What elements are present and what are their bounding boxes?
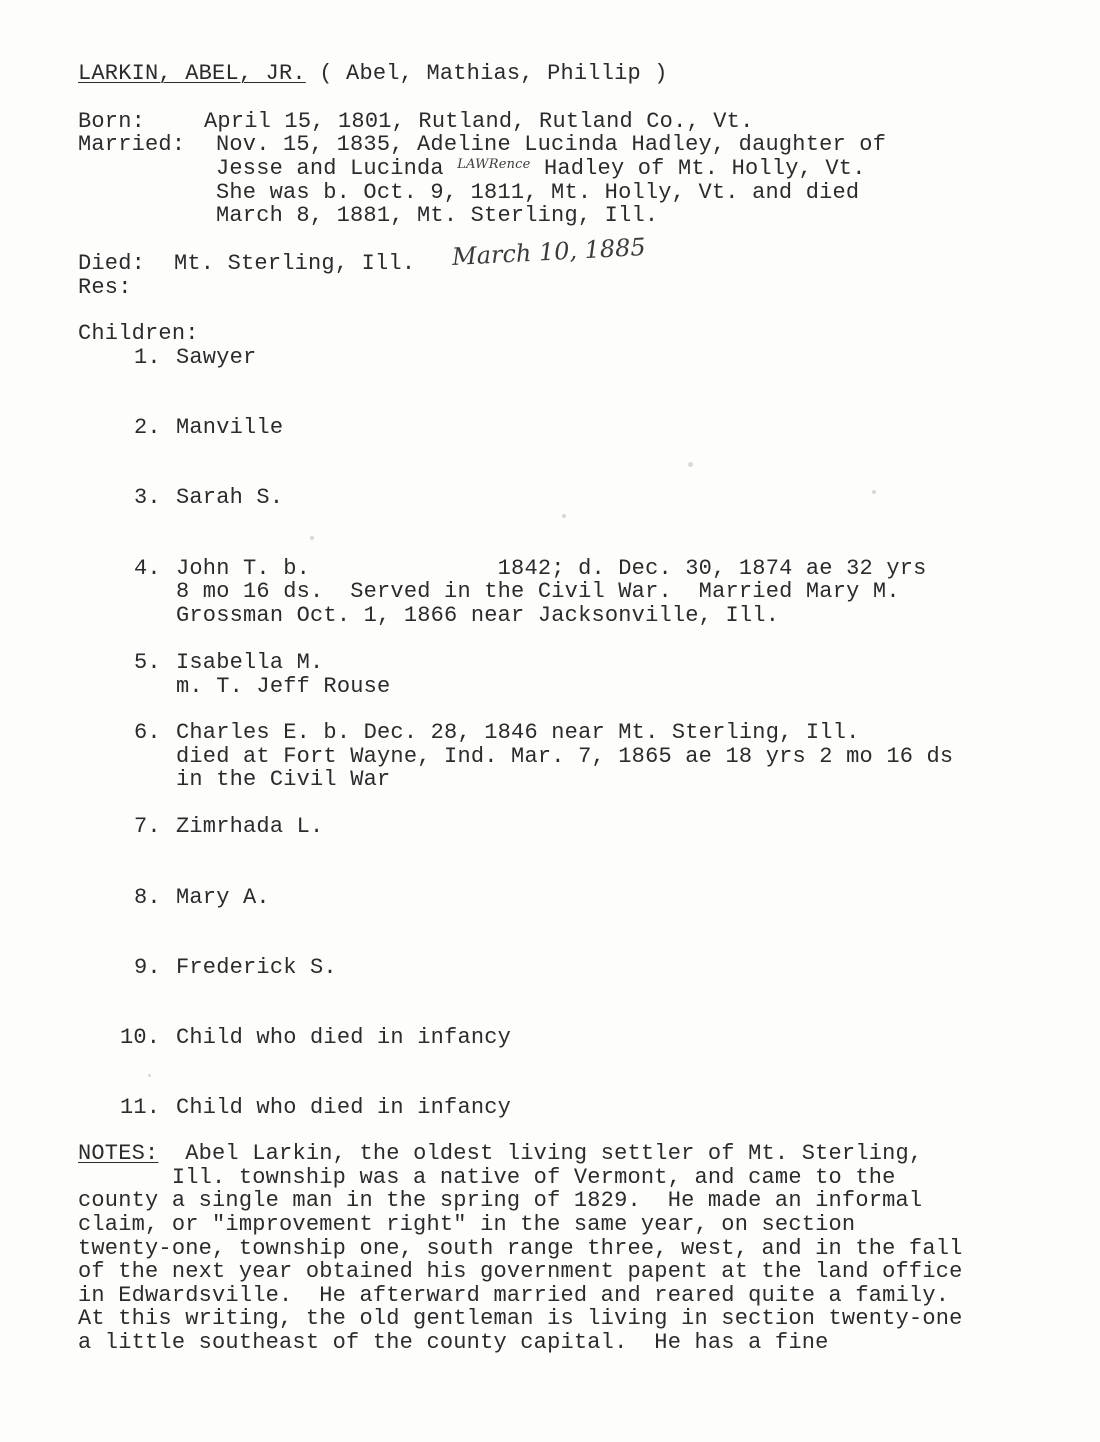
- child-line: Sawyer: [176, 345, 257, 370]
- notes-text: Ill. township was a native of Vermont, and came to the: [78, 1165, 896, 1190]
- child-number: 2.: [134, 415, 161, 440]
- child-line: 8 mo 16 ds. Served in the Civil War. Married Mary M.: [176, 579, 900, 604]
- married-line-2b: Hadley of Mt. Holly, Vt.: [530, 156, 866, 181]
- child-number: 11.: [120, 1095, 161, 1120]
- born-label: Born:: [78, 109, 146, 134]
- notes-text: At this writing, the old gentleman is living in section twenty-one: [78, 1306, 963, 1331]
- res-label: Res:: [78, 275, 132, 300]
- notes-first-line: [78, 1142, 922, 1166]
- child-line: Charles E. b. Dec. 28, 1846 near Mt. Sterling, Ill.: [176, 720, 860, 745]
- death-date-annotation: March 10, 1885: [451, 232, 647, 272]
- born-value: April 15, 1801, Rutland, Rutland Co., Vt.: [204, 109, 754, 134]
- died-value: Mt. Sterling, Ill.: [174, 251, 416, 276]
- paper-speck: [562, 514, 566, 518]
- notes-text: county a single man in the spring of 1829. He made an informal: [78, 1188, 923, 1213]
- notes-text: in Edwardsville. He afterward married and reared quite a family.: [78, 1283, 950, 1308]
- subject-name: LARKIN, ABEL, JR.: [78, 61, 306, 86]
- died-label: Died:: [78, 251, 146, 276]
- maiden-name-annotation: LAWRence: [457, 157, 531, 172]
- child-line: Sarah S.: [176, 485, 284, 510]
- child-number: 4.: [134, 556, 161, 581]
- notes-text: a little southeast of the county capital. He has a fine: [78, 1330, 829, 1355]
- married-line-2a: Jesse and Lucinda: [216, 156, 458, 181]
- header-line: [78, 62, 668, 86]
- paper-speck: [310, 536, 314, 540]
- child-number: 6.: [134, 720, 161, 745]
- notes-label: NOTES:: [78, 1141, 159, 1166]
- child-line: Zimrhada L.: [176, 814, 324, 839]
- notes-text: Abel Larkin, the oldest living settler of Mt. Sterling,: [158, 1141, 923, 1166]
- child-number: 3.: [134, 485, 161, 510]
- paper-speck: [148, 1074, 151, 1077]
- child-number: 8.: [134, 885, 161, 910]
- married-line-1: Nov. 15, 1835, Adeline Lucinda Hadley, daughter of: [216, 132, 887, 157]
- child-line: Grossman Oct. 1, 1866 near Jacksonville, Ill.: [176, 603, 780, 628]
- child-line: in the Civil War: [176, 767, 391, 792]
- child-number: 10.: [120, 1025, 161, 1050]
- child-number: 7.: [134, 814, 161, 839]
- child-number: 5.: [134, 650, 161, 675]
- child-line: Isabella M.: [176, 650, 324, 675]
- child-number: 9.: [134, 955, 161, 980]
- child-line: Frederick S.: [176, 955, 337, 980]
- paper-speck: [688, 462, 693, 467]
- child-line: died at Fort Wayne, Ind. Mar. 7, 1865 ae 18 yrs 2 mo 16 ds: [176, 744, 954, 769]
- paper-speck: [872, 490, 876, 494]
- notes-text: of the next year obtained his government papent at the land office: [78, 1259, 963, 1284]
- married-line-4: March 8, 1881, Mt. Sterling, Ill.: [216, 203, 659, 228]
- child-line: Child who died in infancy: [176, 1095, 512, 1120]
- married-line-3: She was b. Oct. 9, 1811, Mt. Holly, Vt. and died: [216, 180, 860, 205]
- child-line: Mary A.: [176, 885, 270, 910]
- child-line: m. T. Jeff Rouse: [176, 674, 391, 699]
- child-number: 1.: [134, 345, 161, 370]
- married-label: Married:: [78, 132, 186, 157]
- ancestry: ( Abel, Mathias, Phillip ): [305, 61, 668, 86]
- notes-text: claim, or "improvement right" in the same year, on section: [78, 1212, 856, 1237]
- notes-text: twenty-one, township one, south range three, west, and in the fall: [78, 1236, 963, 1261]
- children-label: Children:: [78, 321, 199, 346]
- child-line: John T. b. 1842; d. Dec. 30, 1874 ae 32 yrs: [176, 556, 927, 581]
- child-line: Manville: [176, 415, 284, 440]
- child-line: Child who died in infancy: [176, 1025, 512, 1050]
